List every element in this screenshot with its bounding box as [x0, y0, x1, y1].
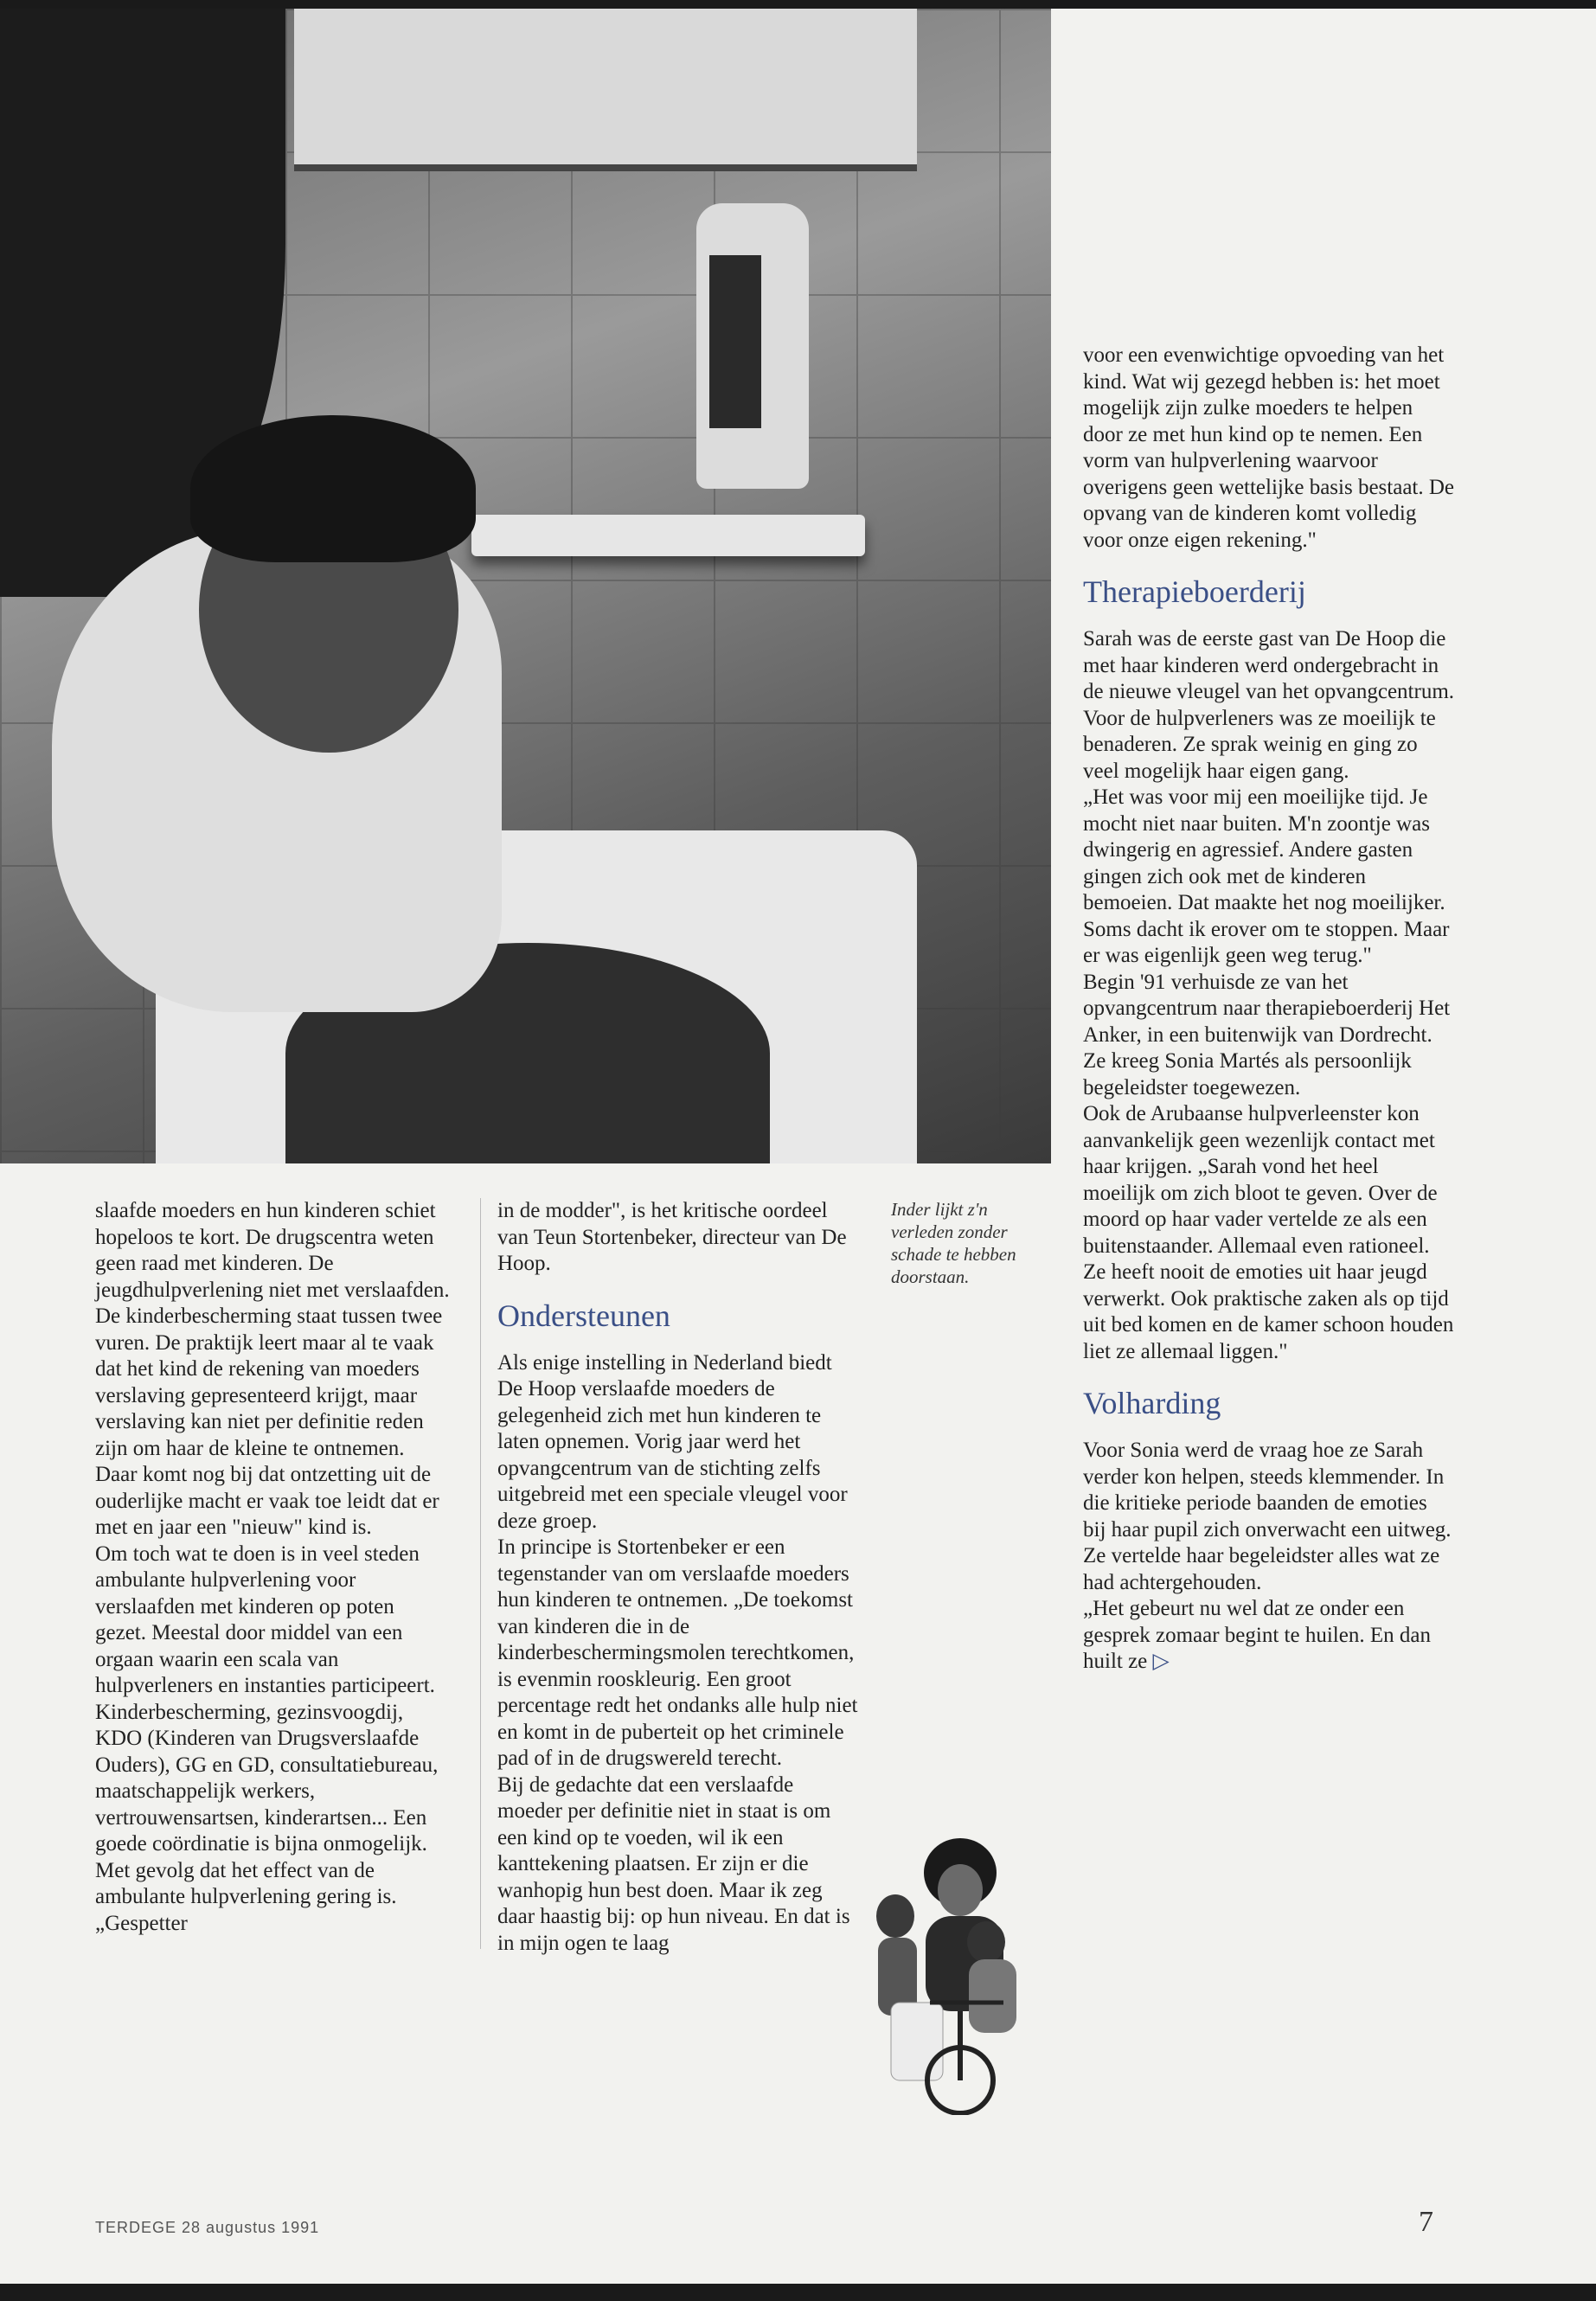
photo-mother-children-bicycle: [856, 1830, 1064, 2115]
col3-paragraph-7-text: „Het gebeurt nu wel dat ze onder een gesprek zomaar begint te huilen. En dan huilt ze: [1083, 1597, 1431, 1673]
col3-paragraph-7: [1083, 1596, 1455, 1676]
heading-therapieboerderij: Therapieboerderij: [1083, 574, 1306, 609]
photo-caption: Inder lijkt z'n verleden zonder schade te hebben doorstaan.: [891, 1199, 1016, 1287]
col3-paragraph-6: Voor Sonia werd de vraag hoe ze Sarah verder kon helpen, steeds klemmender. In die kritieke periode baanden de emoties bij haar pupil zich onverwacht een uitweg. Ze vertelde haar begeleidster alles wat ze had achtergehouden.: [1083, 1439, 1452, 1594]
col3-paragraph-5: Ook de Arubaanse hulpverleenster kon aanvankelijk geen wezenlijk contact met haar krijgen. „Sarah vond het heel moeilijk om zich bloot te geven. Over de moord op haar vader vertelde ze als een buitenstaander. Allemaal even rationeel. Ze heeft nooit de emoties uit haar jeugd verwerkt. Ook praktische zaken als op tijd uit bed komen en de kamer schoon houden liet ze allemaal liggen.": [1083, 1102, 1454, 1363]
magazine-page: [0, 9, 1596, 2284]
child-hair: [190, 415, 476, 562]
heading-volharding: Volharding: [1083, 1386, 1221, 1420]
col2-paragraph-1: in de modder", is het kritische oordeel van Teun Stortenbeker, directeur van De Hoop.: [497, 1199, 847, 1275]
page-number: 7: [1419, 2206, 1433, 2238]
heading-ondersteunen: Ondersteunen: [497, 1298, 670, 1333]
col3-paragraph-1: voor een evenwichtige opvoeding van het kind. Wat wij gezegd hebben is: het moet mogelijk zijn zulke moeders te helpen door ze met hun kind op te nemen. Een vorm van hulpverlening waarvoor overigens geen wettelijke basis bestaat. De opvang van de kinderen komt volledig voor onze eigen rekening.": [1083, 343, 1455, 552]
column-divider: [480, 1198, 481, 1949]
column-1: [95, 1198, 450, 1937]
bottle-label: [709, 255, 761, 428]
photo-child-in-sink: [0, 9, 1051, 1163]
continue-arrow-icon: ▷: [1152, 1650, 1170, 1673]
column-3: [1083, 343, 1455, 1676]
column-2: [497, 1198, 861, 1957]
col3-paragraph-3: „Het was voor mij een moeilijke tijd. Je mocht niet naar buiten. M'n zoontje was dwingerig en agressief. Andere gasten gingen zich ook met de kinderen bemoeien. Dat maakte het nog moeilijker. Soms dacht ik erover om te stoppen. Maar er was eigenlijk geen weg terug.": [1083, 785, 1450, 967]
bathroom-shelf: [471, 515, 865, 556]
col2-paragraph-3: In principe is Stortenbeker er een tegenstander van om verslaafde moeders hun kinderen te ontnemen. „De toekomst van kinderen die in de kinderbeschermingsmolen terechtkomen, is evenmin rooskleurig. Een groot percentage redt het ondanks alle hulp niet en komt in de puberteit op het criminele pad of in de drugswereld terecht.: [497, 1535, 858, 1770]
col3-paragraph-2: Sarah was de eerste gast van De Hoop die met haar kinderen werd ondergebracht in de nieuwe vleugel van het opvangcentrum. Voor de hulpverleners was ze moeilijk te benaderen. Ze sprak weinig en ging zo veel mogelijk haar eigen gang.: [1083, 627, 1455, 783]
col3-paragraph-4: Begin '91 verhuisde ze van het opvangcentrum naar therapieboerderij Het Anker, in een buitenwijk van Dordrecht. Ze kreeg Sonia Martés als persoonlijk begeleidster toegewezen.: [1083, 970, 1451, 1099]
col1-paragraph-2: Om toch wat te doen is in veel steden ambulante hulpverlening voor verslaafden met kinderen op poten gezet. Meestal door middel van een orgaan waarin een scala van hulpverleners en instanties participeert. Kinderbescherming, gezinsvoogdij, KDO (Kinderen van Drugsverslaafde Ouders), GG en GD, consultatiebureau, maatschappelijk werkers, vertrouwensartsen, kinderartsen... Een goede coördinatie is bijna onmogelijk. Met gevolg dat het effect van de ambulante hulpverlening gering is. „Gespetter: [95, 1541, 439, 1935]
col1-paragraph-1: slaafde moeders en hun kinderen schiet hopeloos te kort. De drugscentra weten geen raad met kinderen. De jeugdhulpverlening niet met verslaafden. De kinderbescherming staat tussen twee vuren. De praktijk leert maar al te vaak dat het kind de rekening van moeders verslaving gepresenteerd krijgt, maar verslaving kan niet per definitie reden zijn om haar de kleine te ontnemen. Daar komt nog bij dat ontzetting uit de ouderlijke macht er vaak toe leidt dat er met en jaar een "nieuw" kind is.: [95, 1199, 450, 1539]
footer-publication: TERDEGE 28 augustus 1991: [95, 2219, 320, 2236]
col2-paragraph-2: Als enige instelling in Nederland biedt De Hoop verslaafde moeders de gelegenheid zich met hun kinderen te laten opnemen. Vorig jaar werd het opvangcentrum van de stichting zelfs uitgebreid met een speciale vleugel voor deze groep.: [497, 1350, 848, 1533]
mirror: [294, 9, 917, 171]
col2-paragraph-4: Bij de gedachte dat een verslaafde moeder per definitie niet in staat is om een kind op te voeden, wil ik een kanttekening plaatsen. Er zijn er die wanhopig hun best doen. Maar ik zeg daar haastig bij: op hun niveau. En dat is in mijn ogen te laag: [497, 1772, 850, 1955]
